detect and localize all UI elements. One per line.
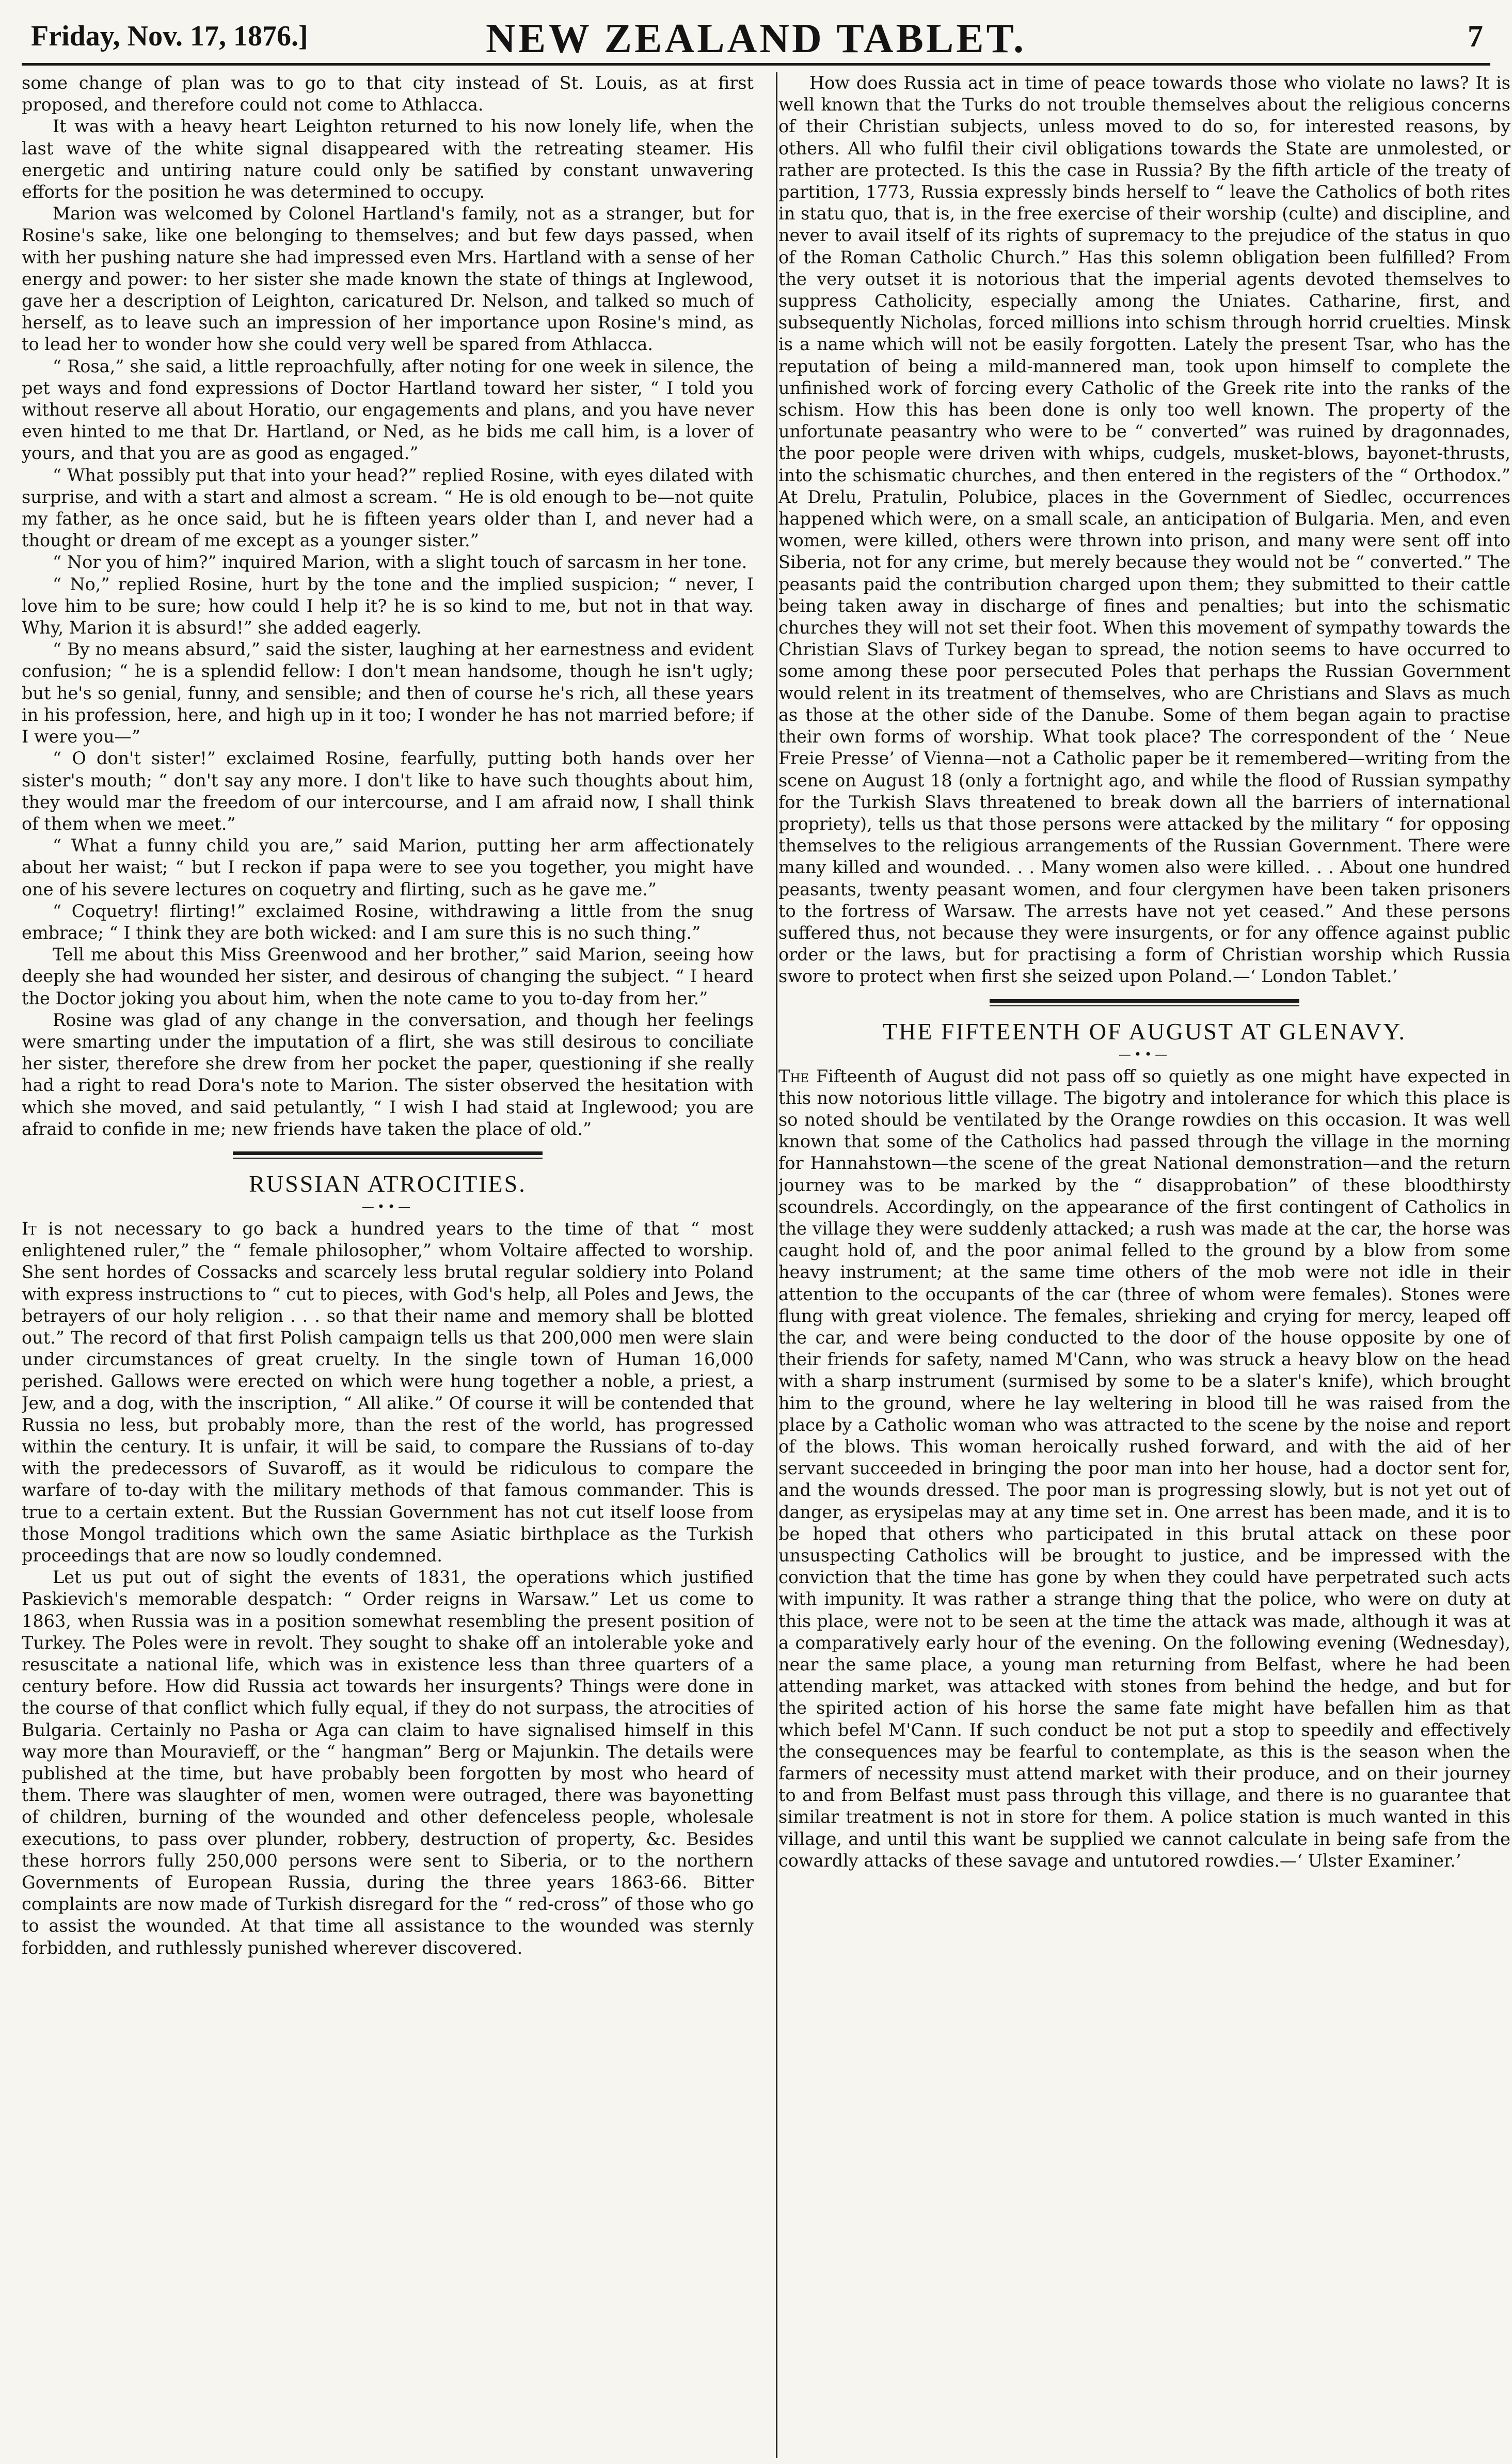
article-glenavy bbox=[778, 1018, 1510, 1872]
column-left bbox=[22, 72, 754, 2458]
article-paragraph bbox=[778, 1066, 1510, 1872]
separator-thin-rule bbox=[233, 1158, 543, 1159]
story-paragraph: “ By no means absurd,” said the sister, laughing at her earnestness and evident confusion; “ he is a splendid fellow: I don't mean handsome, though he isn't ugly; but he's so genial, funny, and sensible; and then of course he's rich, all these years in his profession, here, and high up in it too; I wonder he has not married before; if I were you—” bbox=[22, 639, 754, 747]
article-paragraph: Let us put out of sight the events of 1831, the operations which justified Paskievich's memorable despatch: “ Order reigns in Warsaw.” Let us come to 1863, when Russia was in a position somewhat resembling the present position of Turkey. The Poles were in revolt. They sought to shake off an intolerable yoke and resuscitate a national life, which was in existence less than three quarters of a century before. How did Russia act towards her insurgents? Things were done in the course of that conflict which fully equal, if they do not surpass, the atrocities of Bulgaria. Certainly no Pasha or Aga can claim to have signalised himself in this way more than Mouravieff, or the “ hangman” Berg or Majunkin. The details were published at the time, but have probably been forgotten by most who heard of them. There was slaughter of men, women were outraged, there was bayonetting of children, burning of the wounded and other defenceless people, wholesale executions, to pass over plunder, robbery, destruction of property, &c. Besides these horrors fully 250,000 persons were sent to Siberia, or to the northern Governments of European Russia, during the three years 1863-66. Bitter complaints are now made of Turkish disregard for the “ red-cross” of those who go to assist the wounded. At that time all assistance to the wounded was sternly forbidden, and ruthlessly punished wherever discovered. bbox=[22, 1567, 754, 1958]
article-russian-atrocities bbox=[22, 1170, 754, 1959]
story-paragraph: “ Nor you of him?” inquired Marion, with a slight touch of sarcasm in her tone. bbox=[53, 552, 747, 573]
article-paragraph bbox=[22, 1218, 754, 1567]
section-separator bbox=[233, 1151, 543, 1159]
story-paragraph: “ O don't sister!” exclaimed Rosine, fearfully, putting both hands over her sister's mouth; “ don't say any more. I don't like to have such thoughts about him, they would mar the freedom of our intercourse, and I am afraid now, I shall think of them when we meet.” bbox=[22, 748, 754, 834]
separator-thin-rule bbox=[990, 1005, 1299, 1006]
story-paragraph: “ No,” replied Rosine, hurt by the tone and the implied suspicion; “ never, I love him to be sure; how could I help it? he is so kind to me, but not in that way. Why, Marion it is absurd!” she added eagerly. bbox=[22, 574, 754, 638]
columns bbox=[22, 72, 1510, 2458]
story-paragraph: “ What a funny child you are,” said Marion, putting her arm affectionately about her waist; “ but I reckon if papa were to see you together, you might have one of his severe lectures on coquetry and flirting, such as he gave me.” bbox=[22, 835, 754, 899]
story-paragraph: It was with a heavy heart Leighton returned to his now lonely life, when the last wave of the white signal disappeared with the retreating steamer. His energetic and untiring nature could only be satified by constant unwavering efforts for the position he was determined to occupy. bbox=[22, 116, 754, 202]
column-right bbox=[778, 72, 1510, 2458]
article-paragraph: How does Russia act in time of peace towards those who violate no laws? It is well known that the Turks do not trouble themselves about the religious concerns of their Christian subjects, unless moved to do so, for interested reasons, by others. All who fulfil their civil obligations towards the State are unmolested, or rather are protected. Is this the case in Russia? By the fifth article of the treaty of partition, 1773, Russia expressly binds herself to “ leave the Catholics of both rites in statu quo, that is, in the free exercise of their worship (culte) and discipline, and never to avail itself of its rights of supremacy to the prejudice of the status in quo of the Roman Catholic Church.” Has this solemn obligation been fulfilled? From the very outset it is notorious that the imperial agents devoted themselves to suppress Catholicity, especially among the Uniates. Catharine, first, and subsequently Nicholas, forced millions into schism through horrid cruelties. Minsk is a name which will not be easily forgotten. Lately the present Tsar, who has the reputation of being a mild-mannered man, took upon himself to complete the unfinished work of forcing every Catholic of the Greek rite into the ranks of the schism. How this has been done is only too well known. The property of the unfortunate peasantry who were to be “ converted” was ruined by dragonnades, the poor people were driven with whips, cudgels, musket-blows, bayonet-thrusts, into the schismatic churches, and then entered in the registers of the “ Orthodox.” At Drelu, Pratulin, Polubice, places in the Government of Siedlec, occurrences happened which were, on a small scale, an anticipation of Bulgaria. Men, and even women, were killed, others were thrown into prison, and many were sent off into Siberia, not for any crime, but merely because they would not be “ converted.” The peasants paid the contribution charged upon them; they submitted to their cattle being taken away in discharge of fines and penalties; but into the schismatic churches they will not set their foot. When this movement of sympathy towards the Christian Slavs of Turkey began to spread, the notion seems to have occurred to some among these poor persecuted Poles that perhaps the Russian Government would relent in its treatment of themselves, who are Christians and Slavs as much as those at the other side of the Danube. Some of them began again to practise their own forms of worship. What took place? The correspondent of the ‘ Neue Freie Presse’ of Vienna—not a Catholic paper be it remembered—writing from the scene on August 18 (only a fortnight ago, and while the flood of Russian sympathy for the Turkish Slavs threatened to break down all the barriers of international propriety), tells us that those persons were attacked by the military “ for opposing themselves to the religious arrangements of the Russian Government. There were many killed and wounded. . . Many women also were killed. . . About one hundred peasants, twenty peasant women, and four clergymen have been taken prisoners to the fortress of Warsaw. The arrests have not yet ceased.” And these persons suffered thus, not because they were insurgents, or for any offence against public order or the laws, but for practising a form of Christian worship which Russia swore to protect when first she seized upon Poland.—‘ London Tablet.’ bbox=[778, 73, 1510, 987]
ornament-icon: —••— bbox=[361, 1199, 414, 1214]
article-text: is not necessary to go back a hundred years to the time of that “ most enlightened ruler,” the “ female philosopher,” whom Voltaire affected to worship. She sent hordes of Cossacks and scarcely less brutal regular soldiery into Poland with express instructions to “ cut to pieces, with God's help, all Poles and Jews, the betrayers of our holy religion . . . so that their name and memory shall be blotted out.” The record of that first Polish campaign tells us that 200,000 men were slain under circumstances of great cruelty. In the single town of Human 16,000 perished. Gallows were erected on which were hung together a noble, a priest, a Jew, and a dog, with the inscription, “ All alike.” Of course it will be contended that Russia no less, but probably more, than the rest of the world, has progressed within the century. It is unfair, it will be said, to compare the Russians of to-day with the predecessors of Suvaroff, as it would be ridiculous to compare the warfare of to-day with the military methods of that famous commander. This is true to a certain extent. But the Russian Government has not cut itself loose from those Mongol traditions which own the same Asiatic birthplace as the Turkish proceedings that are now so loudly condemned. bbox=[22, 1218, 754, 1566]
story-paragraph: some change of plan was to go to that city instead of St. Louis, as at first proposed, and therefore could not come to Athlacca. bbox=[22, 73, 754, 115]
page-number: 7 bbox=[1468, 19, 1483, 53]
story-paragraph: Marion was welcomed by Colonel Hartland's family, not as a stranger, but for Rosine's sake, like one belonging to themselves; and but few days passed, when with her pushing nature she had impressed even Mrs. Hartland with a sense of her energy and power: to her sister she made known the state of things at Inglewood, gave her a description of Leighton, caricatured Dr. Nelson, and talked so much of herself, as to leave such an impression of her importance upon Rosine's mind, as to lead her to wonder how she could very well be spared from Athlacca. bbox=[22, 203, 754, 355]
lead-word: It bbox=[22, 1218, 37, 1239]
masthead bbox=[22, 15, 1490, 66]
lead-word: The bbox=[778, 1066, 809, 1086]
newspaper-title: NEW ZEALAND TABLET. bbox=[485, 16, 1027, 61]
article-heading: THE FIFTEENTH OF AUGUST AT GLENAVY. bbox=[882, 1018, 1407, 1045]
article-heading: RUSSIAN ATROCITIES. bbox=[249, 1170, 527, 1197]
story-paragraph: Rosine was glad of any change in the conversation, and though her feelings were smarting under the imputation of a flirt, she was still desirous to conciliate her sister, therefore she drew from her pocket the paper, questioning if she really had a right to read Dora's note to Marion. The sister observed the hesitation with which she moved, and said petulantly, “ I wish I had staid at Inglewood; you are afraid to confide in me; new friends have taken the place of old.” bbox=[22, 1009, 754, 1139]
article-russian-atrocities-continued bbox=[778, 72, 1510, 988]
story-paragraph: “ Coquetry! flirting!” exclaimed Rosine, withdrawing a little from the snug embrace; “ I think they are both wicked: and I am sure this is no such thing.” bbox=[22, 901, 754, 943]
section-separator bbox=[990, 999, 1299, 1006]
serial-story bbox=[22, 72, 754, 1140]
story-paragraph: “ What possibly put that into your head?” replied Rosine, with eyes dilated with surprise, and with a start and almost a scream. “ He is old enough to be—not quite my father, as he once said, but he is fifteen years older than I, and never had a thought or dream of me except as a younger sister.” bbox=[22, 465, 754, 551]
issue-date: Friday, Nov. 17, 1876.] bbox=[31, 20, 308, 52]
story-paragraph: “ Rosa,” she said, a little reproachfully, after noting for one week in silence, the pet ways and fond expressions of Doctor Hartland toward her sister, “ I told you without reserve all about Horatio, our engagements and plans, and you have never even hinted to me that Dr. Hartland, or Ned, as he bids me call him, is a lover of yours, and that you are as good as engaged.” bbox=[22, 356, 754, 464]
separator-thick-rule bbox=[990, 999, 1299, 1003]
story-paragraph: Tell me about this Miss Greenwood and her brother,” said Marion, seeing how deeply she had wounded her sister, and desirous of changing the subject. “ I heard the Doctor joking you about him, when the note came to you to-day from her.” bbox=[22, 944, 754, 1008]
separator-thick-rule bbox=[233, 1151, 543, 1155]
ornament-icon: —••— bbox=[1118, 1047, 1171, 1062]
article-text: Fifteenth of August did not pass off so quietly as one might have expected in this now notorious little village. The bigotry and intolerance for which this place is so noted should be ventilated by the Orange rowdies on this occasion. It was well known that some of the Catholics had passed through the village in the morning for Hannahstown—the scene of the great National demonstration—and the return journey was to be marked by the “ disapprobation” of these bloodthirsty scoundrels. Accordingly, on the appearance of the first contingent of Catholics in the village they were suddenly attacked; a rush was made at the car, the horse was caught hold of, and the poor animal felled to the ground by a blow from some heavy instrument; at the same time others of the mob were not idle in their attention to the occupants of the car (three of whom were females). Stones were flung with great violence. The females, shrieking and crying for mercy, leaped off the car, and were being conducted to the door of the house opposite by one of their friends for safety, named M'Cann, who was struck a heavy blow on the head with a sharp instrument (surmised by some to be a slater's knife), which brought him to the ground, where he lay weltering in blood till he was raised from the place by a Catholic woman who was attracted to the scene by the noise and report of the blows. This woman heroically rushed forward, and with the aid of her servant succeeded in bringing the poor man into her house, had a doctor sent for, and the wounds dressed. The poor man is progressing slowly, but is not yet out of danger, as erysipelas may at any time set in. One arrest has been made, and it is to be hoped that others who participated in this brutal attack on these poor unsuspecting Catholics will be brought to justice, and be impressed with the conviction that the time has gone by when they could have perpetrated such acts with impunity. It was rather a strange thing that the police, who were on duty at this place, were not to be seen at the time the attack was made, although it was at a comparatively early hour of the evening. On the following evening (Wednesday), near the same place, a young man returning from Belfast, where he had been attending market, was attacked with stones from behind the hedge, and but for the spirited action of his horse the same fate might have befallen him as that which befel M'Cann. If such conduct be not put a stop to speedily and effectively the consequences may be fearful to contemplate, as this is the season when the farmers of necessity must attend market with their produce, and on their journey to and from Belfast must pass through this village, and there is no guarantee that similar treatment is not in store for them. A police station is much wanted in this village, and until this want be supplied we cannot calculate in being safe from the cowardly attacks of these savage and untutored rowdies.—‘ Ulster Examiner.’ bbox=[778, 1066, 1510, 1871]
